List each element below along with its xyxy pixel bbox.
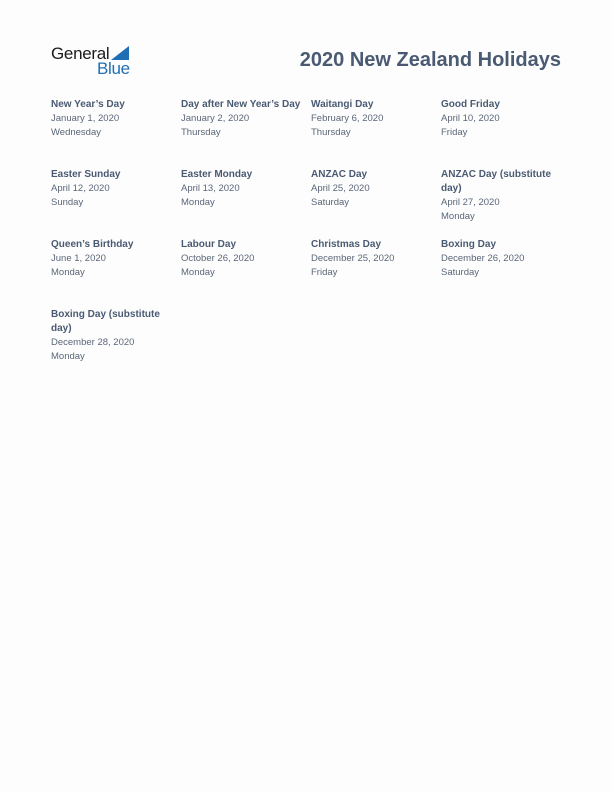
holiday-name: Boxing Day: [441, 239, 497, 250]
page-title: 2020 New Zealand Holidays: [299, 49, 561, 71]
holiday-name: Easter Sunday: [51, 169, 121, 180]
holiday-date: February 6, 2020: [311, 113, 384, 124]
holiday-item: [51, 308, 181, 378]
holiday-date: January 2, 2020: [181, 113, 250, 124]
generalblue-logo: [51, 44, 141, 78]
holiday-name: Easter Monday: [181, 169, 253, 180]
holiday-name: New Year’s Day: [51, 99, 125, 110]
holiday-item: [51, 168, 181, 238]
logo-word-general: General: [51, 44, 110, 63]
holiday-weekday: Friday: [441, 126, 468, 138]
holiday-date: April 10, 2020: [441, 113, 500, 124]
holiday-item: [181, 238, 311, 308]
holiday-weekday: Friday: [311, 266, 338, 278]
holiday-weekday: Monday: [181, 266, 215, 278]
holiday-date: January 1, 2020: [51, 113, 120, 124]
holiday-weekday: Wednesday: [51, 126, 101, 138]
holiday-weekday: Monday: [441, 210, 475, 222]
holiday-name: Christmas Day: [311, 239, 382, 250]
holiday-name: Queen’s Birthday: [51, 239, 134, 250]
holiday-item: [311, 168, 441, 238]
logo-word-blue: Blue: [97, 59, 130, 78]
holiday-item: [181, 98, 311, 168]
holiday-name: ANZAC Day: [311, 169, 368, 180]
holiday-date: April 13, 2020: [181, 183, 240, 194]
holiday-weekday: Saturday: [441, 266, 480, 278]
holiday-name: ANZAC Day (substitute day): [441, 169, 552, 194]
holiday-date: June 1, 2020: [51, 253, 106, 264]
holiday-item: [181, 168, 311, 238]
holiday-item: [441, 98, 571, 168]
holiday-name: Good Friday: [441, 99, 500, 110]
holiday-item: [51, 98, 181, 168]
holiday-item: [311, 98, 441, 168]
holiday-name: Waitangi Day: [311, 99, 374, 110]
holiday-grid: [51, 98, 571, 378]
holiday-date: April 25, 2020: [311, 183, 370, 194]
holiday-name: Boxing Day (substitute day): [51, 309, 160, 334]
holiday-item: [51, 238, 181, 308]
holiday-weekday: Thursday: [311, 126, 351, 138]
holiday-date: April 27, 2020: [441, 197, 500, 208]
holiday-name: Labour Day: [181, 239, 237, 250]
holiday-weekday: Monday: [51, 350, 85, 362]
holiday-date: December 28, 2020: [51, 337, 135, 348]
holiday-weekday: Thursday: [181, 126, 221, 138]
holiday-weekday: Monday: [51, 266, 85, 278]
holiday-weekday: Monday: [181, 196, 215, 208]
logo-triangle-icon: [111, 46, 129, 60]
holiday-date: April 12, 2020: [51, 183, 110, 194]
holiday-date: October 26, 2020: [181, 253, 255, 264]
holiday-item: [441, 238, 571, 308]
holiday-weekday: Sunday: [51, 196, 84, 208]
holiday-date: December 25, 2020: [311, 253, 395, 264]
holiday-weekday: Saturday: [311, 196, 350, 208]
holiday-date: December 26, 2020: [441, 253, 525, 264]
holiday-item: [441, 168, 571, 238]
holiday-item: [311, 238, 441, 308]
holiday-name: Day after New Year’s Day: [181, 99, 301, 110]
